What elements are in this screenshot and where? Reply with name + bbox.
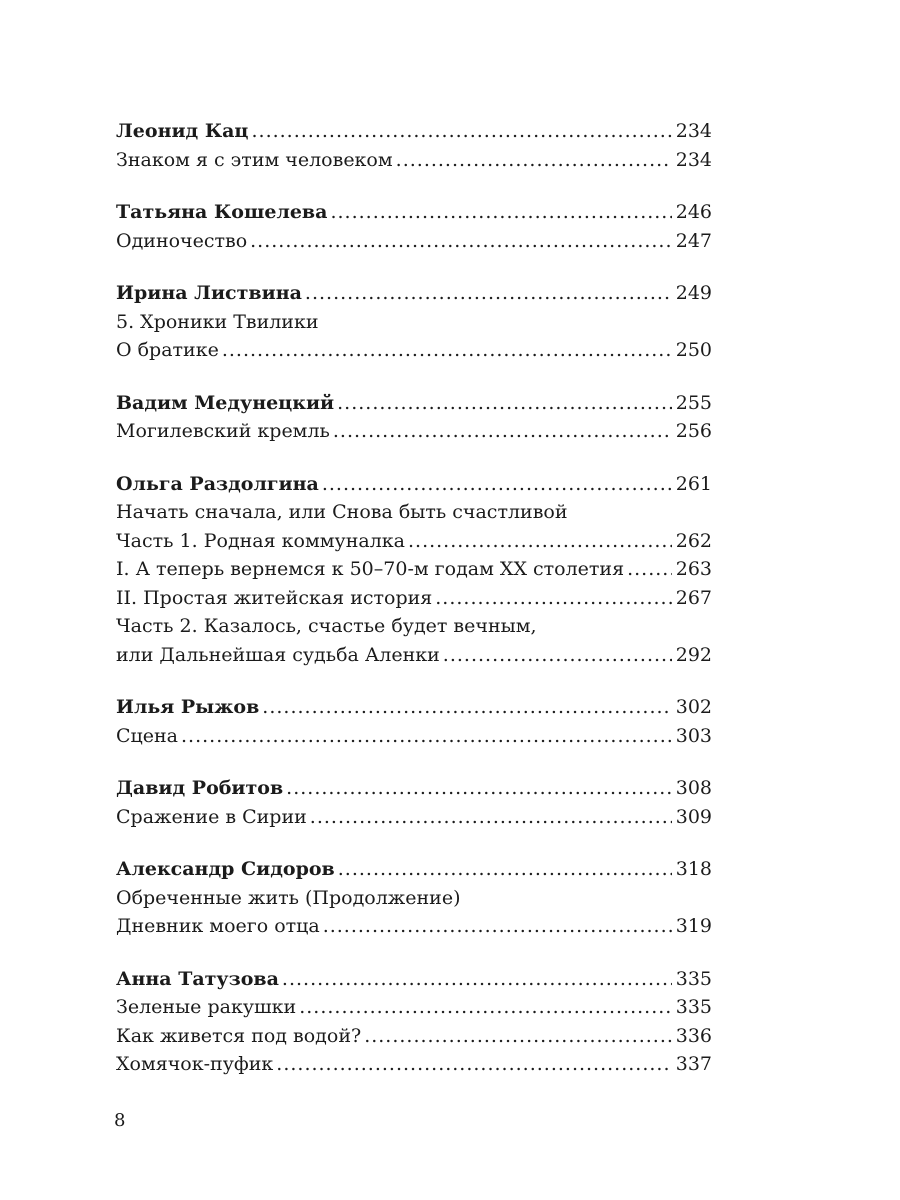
- dot-leader: [627, 555, 672, 584]
- work-title: Начать сначала, или Снова быть счастливой: [116, 501, 568, 523]
- author-name: Ольга Раздолгина: [116, 472, 319, 495]
- toc-title-entry: [116, 584, 712, 613]
- dot-leader: [282, 965, 672, 994]
- toc-title-entry: [116, 336, 712, 365]
- work-title: Знаком я с этим человеком: [116, 148, 393, 171]
- dot-leader: [435, 584, 671, 613]
- page-ref: 247: [675, 229, 712, 252]
- toc-author-entry: [116, 774, 712, 803]
- dot-leader: [323, 912, 672, 941]
- toc-section: [116, 965, 712, 1079]
- page-ref: 318: [675, 858, 712, 880]
- work-title: О братике: [116, 339, 219, 361]
- work-title: 5. Хроники Твилики: [116, 310, 319, 333]
- page-number: 8: [114, 1110, 126, 1131]
- toc-author-entry: [116, 855, 712, 884]
- dot-leader: [310, 803, 672, 832]
- page-ref: 256: [675, 420, 712, 442]
- dot-leader: [181, 722, 672, 751]
- toc-title-entry: [116, 417, 712, 446]
- work-title: Сражение в Сирии: [116, 805, 307, 828]
- page-ref: 263: [675, 558, 712, 580]
- page-ref: 319: [675, 915, 712, 937]
- dot-leader: [222, 336, 672, 365]
- toc-title-entry: [116, 527, 712, 556]
- dot-leader: [250, 227, 672, 256]
- toc-section: [116, 774, 712, 831]
- work-title: Могилевский кремль: [116, 420, 330, 442]
- toc-author-entry: [116, 693, 712, 722]
- toc-section: [116, 693, 712, 750]
- page-ref: 255: [675, 391, 712, 414]
- dot-leader: [262, 693, 671, 722]
- author-name: Илья Рыжов: [116, 696, 260, 718]
- page-ref: 249: [675, 282, 712, 304]
- page-ref: 267: [675, 586, 712, 609]
- page-ref: 337: [675, 1053, 712, 1075]
- work-title: Как живется под водой?: [116, 1024, 362, 1047]
- author-name: Александр Сидоров: [116, 858, 335, 880]
- dot-leader: [299, 993, 672, 1022]
- work-title: или Дальнейшая судьба Аленки: [116, 643, 440, 666]
- dot-leader: [337, 389, 672, 418]
- toc-section: [116, 470, 712, 670]
- dot-leader: [408, 527, 672, 556]
- toc-title-entry: [116, 1050, 712, 1079]
- toc-title-entry: [116, 884, 712, 913]
- dot-leader: [276, 1050, 671, 1079]
- page-ref: 262: [675, 529, 712, 552]
- page-ref: 261: [675, 472, 712, 495]
- toc-title-entry: [116, 227, 712, 256]
- toc-author-entry: [116, 198, 712, 227]
- author-name: Давид Робитов: [116, 777, 284, 799]
- toc-author-entry: [116, 389, 712, 418]
- work-title: Сцена: [116, 724, 178, 747]
- work-title: Дневник моего отца: [116, 915, 320, 937]
- toc-section: [116, 855, 712, 941]
- page-ref: 234: [675, 148, 712, 171]
- toc-title-entry: [116, 498, 712, 527]
- page-ref: 234: [675, 120, 712, 142]
- toc-section: [116, 117, 712, 174]
- author-name: Татьяна Кошелева: [116, 201, 328, 223]
- dot-leader: [396, 146, 672, 175]
- dot-leader: [443, 641, 672, 670]
- work-title: Часть 1. Родная коммуналка: [116, 529, 405, 552]
- dot-leader: [333, 417, 672, 446]
- toc-title-entry: [116, 1022, 712, 1051]
- page-ref: 308: [675, 777, 712, 799]
- dot-leader: [338, 855, 672, 884]
- page-ref: 309: [675, 805, 712, 828]
- page-ref: 250: [675, 339, 712, 361]
- dot-leader: [364, 1022, 672, 1051]
- author-name: Ирина Листвина: [116, 282, 302, 304]
- toc-title-entry: [116, 803, 712, 832]
- dot-leader: [330, 198, 671, 227]
- author-name: Анна Татузова: [116, 967, 279, 990]
- work-title: Хомячок-пуфик: [116, 1053, 274, 1075]
- toc-title-entry: [116, 146, 712, 175]
- toc-title-entry: [116, 308, 712, 337]
- page-ref: 335: [675, 967, 712, 990]
- work-title: Одиночество: [116, 229, 248, 252]
- page-ref: 336: [675, 1024, 712, 1047]
- dot-leader: [251, 117, 671, 146]
- toc-title-entry: [116, 641, 712, 670]
- page-ref: 303: [675, 724, 712, 747]
- table-of-contents: [116, 117, 712, 1103]
- toc-title-entry: [116, 555, 712, 584]
- dot-leader: [286, 774, 672, 803]
- toc-title-entry: [116, 993, 712, 1022]
- toc-title-entry: [116, 722, 712, 751]
- work-title: II. Простая житейская история: [116, 586, 433, 609]
- toc-author-entry: [116, 470, 712, 499]
- toc-section: [116, 198, 712, 255]
- toc-title-entry: [116, 912, 712, 941]
- page-ref: 335: [675, 996, 712, 1018]
- work-title: I. А теперь вернемся к 50–70-м годам ХХ столетия: [116, 558, 625, 580]
- work-title: Часть 2. Казалось, счастье будет вечным,: [116, 615, 537, 637]
- toc-author-entry: [116, 117, 712, 146]
- work-title: Зеленые ракушки: [116, 996, 297, 1018]
- work-title: Обреченные жить (Продолжение): [116, 886, 461, 909]
- dot-leader: [322, 470, 672, 499]
- dot-leader: [305, 279, 672, 308]
- toc-section: [116, 279, 712, 365]
- page-ref: 246: [675, 201, 712, 223]
- toc-section: [116, 389, 712, 446]
- toc-author-entry: [116, 965, 712, 994]
- page-ref: 292: [675, 643, 712, 666]
- page-ref: 302: [675, 696, 712, 718]
- author-name: Леонид Кац: [116, 120, 249, 142]
- author-name: Вадим Медунецкий: [116, 391, 335, 414]
- toc-author-entry: [116, 279, 712, 308]
- toc-title-entry: [116, 612, 712, 641]
